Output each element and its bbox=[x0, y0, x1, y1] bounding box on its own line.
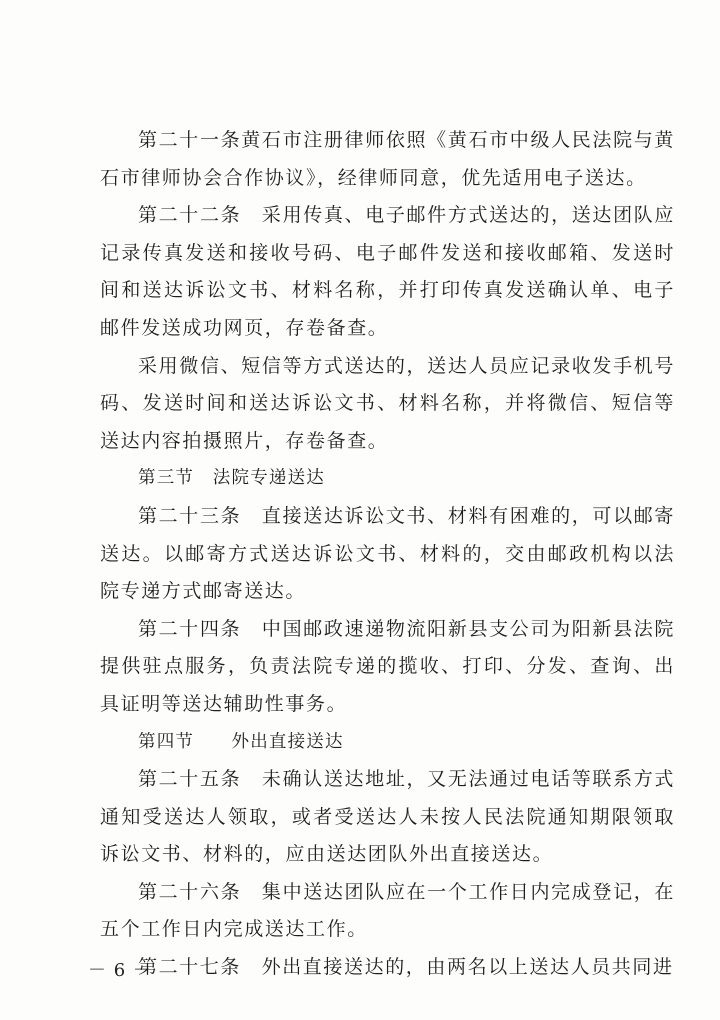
paragraph-article-21: 第二十一条黄石市注册律师依照《黄石市中级人民法院与黄石市律师协会合作协议》，经律师同意，优先适用电子送达。 bbox=[100, 129, 675, 189]
paragraph-article-25: 第二十五条 未确认送达地址，又无法通过电话等联系方式通知受送达人领取，或者受送达人未按人民法院通知期限领取诉讼文书、材料的，应由送达团队外出直接送达。 bbox=[100, 768, 675, 866]
section-heading-4: 第四节 外出直接送达 bbox=[138, 731, 344, 752]
paragraph-article-22: 第二十二条 采用传真、电子邮件方式送达的，送达团队应记录传真发送和接收号码、电子邮件发送和接收邮箱、发送时间和送达诉讼文书、材料名称，并打印传真发送确认单、电子邮件发送成功网页，存卷备查。 bbox=[100, 204, 675, 339]
document-body bbox=[100, 122, 675, 987]
paragraph-article-26: 第二十六条 集中送达团队应在一个工作日内完成登记，在五个工作日内完成送达工作。 bbox=[100, 880, 675, 941]
paragraph-article-24: 第二十四条 中国邮政速递物流阳新县支公司为阳新县法院提供驻点服务，负责法院专递的揽收、打印、分发、查询、出具证明等送达辅助性事务。 bbox=[100, 617, 675, 715]
page-number: － 6 － bbox=[88, 960, 152, 981]
paragraph-article-27: 第二十七条 外出直接送达的，由两名以上送达人员共同进 bbox=[138, 956, 674, 979]
paragraph-article-23: 第二十三条 直接送达诉讼文书、材料有困难的，可以邮寄送达。以邮寄方式送达诉讼文书、材料的，交由邮政机构以法院专递方式邮寄送达。 bbox=[100, 504, 675, 603]
section-heading-3: 第三节 法院专递送达 bbox=[138, 468, 325, 489]
paragraph-wechat-sms: 采用微信、短信等方式送达的，送达人员应记录收发手机号码、发送时间和送达诉讼文书、材料名称，并将微信、短信等送达内容拍摄照片，存卷备查。 bbox=[100, 354, 675, 452]
